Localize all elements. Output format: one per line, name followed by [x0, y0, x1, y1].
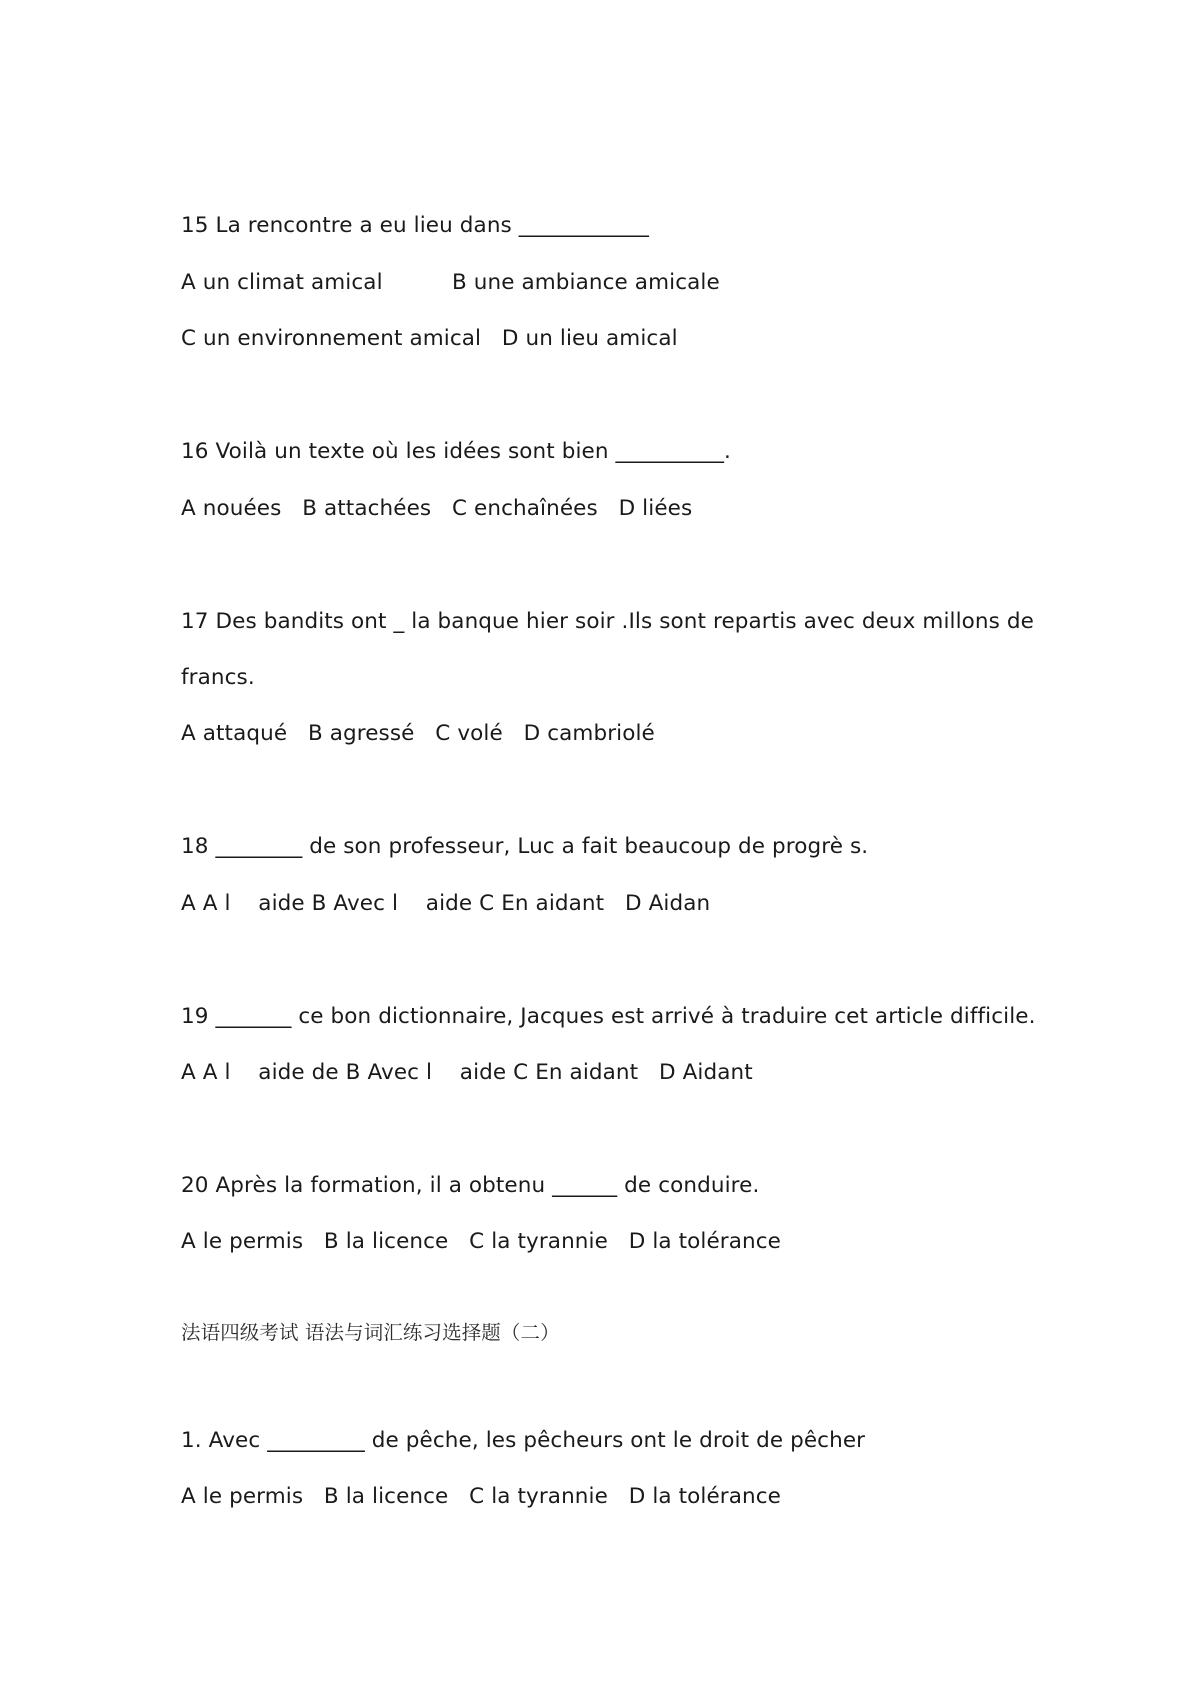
- question-18-options: A A l aide B Avec l aide C En aidant D Aidan: [181, 891, 711, 916]
- question-17: 17 Des bandits ont _ la banque hier soir .Ils sont repartis avec deux millons de: [181, 609, 1034, 634]
- question-16: 16 Voilà un texte où les idées sont bien __________.: [181, 439, 731, 464]
- question-19: 19 _______ ce bon dictionnaire, Jacques est arrivé à traduire cet article difficile.: [181, 1004, 1036, 1029]
- section-question-1-options: A le permis B la licence C la tyrannie D la tolérance: [181, 1484, 781, 1509]
- question-18: 18 ________ de son professeur, Luc a fait beaucoup de progrè s.: [181, 834, 869, 859]
- question-16-options: A nouées B attachées C enchaînées D liées: [181, 496, 693, 521]
- question-15-options-row-1: A un climat amical B une ambiance amicale: [181, 270, 720, 295]
- question-15-options-row-2: C un environnement amical D un lieu amical: [181, 326, 678, 351]
- question-17-continuation: francs.: [181, 665, 255, 690]
- question-19-options: A A l aide de B Avec l aide C En aidant D Aidant: [181, 1060, 753, 1085]
- question-20: 20 Après la formation, il a obtenu ______ de conduire.: [181, 1173, 760, 1198]
- question-20-options: A le permis B la licence C la tyrannie D la tolérance: [181, 1229, 781, 1254]
- section-question-1: 1. Avec _________ de pêche, les pêcheurs ont le droit de pêcher: [181, 1428, 866, 1453]
- question-15: 15 La rencontre a eu lieu dans ____________: [181, 213, 649, 238]
- question-17-options: A attaqué B agressé C volé D cambriolé: [181, 721, 655, 746]
- section-heading: 法语四级考试 语法与词汇练习选择题（二）: [181, 1321, 560, 1344]
